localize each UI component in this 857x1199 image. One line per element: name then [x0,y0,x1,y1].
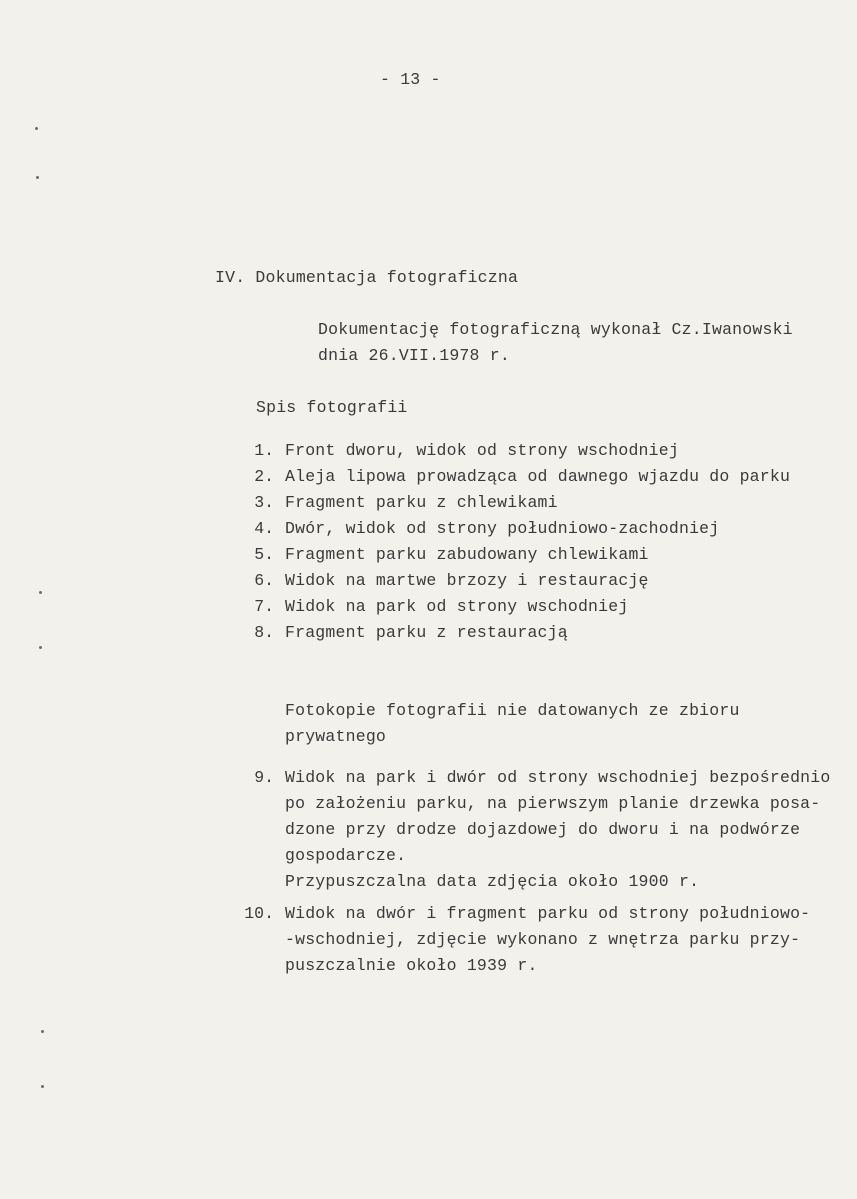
photocopies-heading-line-1: Fotokopie fotografii nie datowanych ze zbioru [285,701,740,720]
entry-9-line: po założeniu parku, na pierwszym planie drzewka posa- [285,794,821,813]
binder-hole [35,127,38,130]
entry-9-line: dzone przy drodze dojazdowej do dworu i na podwórze [285,820,801,839]
list-item-number: 4. [254,519,274,538]
photocopies-heading-line-2: prywatnego [285,727,387,746]
list-item-text: Aleja lipowa prowadząca od dawnego wjazdu do parku [285,467,791,486]
list-item-text: Fragment parku zabudowany chlewikami [285,545,649,564]
entry-9-line: gospodarcze. [285,846,407,865]
entry-10-number: 10. [244,904,274,923]
entry-10-line: -wschodniej, zdjęcie wykonano z wnętrza parku przy- [285,930,801,949]
list-item-number: 5. [254,545,274,564]
list-heading: Spis fotografii [256,398,408,417]
list-item-text: Fragment parku z chlewikami [285,493,558,512]
list-item-text: Widok na park od strony wschodniej [285,597,629,616]
page-number: - 13 - [380,70,441,89]
section-heading: IV. Dokumentacja fotograficzna [215,268,519,287]
list-item-number: 1. [254,441,274,460]
list-item-text: Front dworu, widok od strony wschodniej [285,441,679,460]
list-item-number: 3. [254,493,274,512]
list-item-text: Fragment parku z restauracją [285,623,568,642]
list-item-number: 8. [254,623,274,642]
list-item-number: 2. [254,467,274,486]
intro-line-2: dnia 26.VII.1978 r. [318,346,510,365]
binder-hole [39,646,42,649]
entry-9-line: Widok na park i dwór od strony wschodniej bezpośrednio [285,768,831,787]
entry-9-line: Przypuszczalna data zdjęcia około 1900 r. [285,872,700,891]
entry-10-line: puszczalnie około 1939 r. [285,956,538,975]
intro-line-1: Dokumentację fotograficzną wykonał Cz.Iwanowski [318,320,793,339]
entry-10-line: Widok na dwór i fragment parku od strony południowo- [285,904,811,923]
entry-9-number: 9. [254,768,274,787]
list-item-text: Dwór, widok od strony południowo-zachodniej [285,519,720,538]
list-item-number: 7. [254,597,274,616]
binder-hole [36,176,39,179]
list-item-number: 6. [254,571,274,590]
binder-hole [41,1030,44,1033]
list-item-text: Widok na martwe brzozy i restaurację [285,571,649,590]
binder-hole [41,1085,44,1088]
binder-hole [39,591,42,594]
